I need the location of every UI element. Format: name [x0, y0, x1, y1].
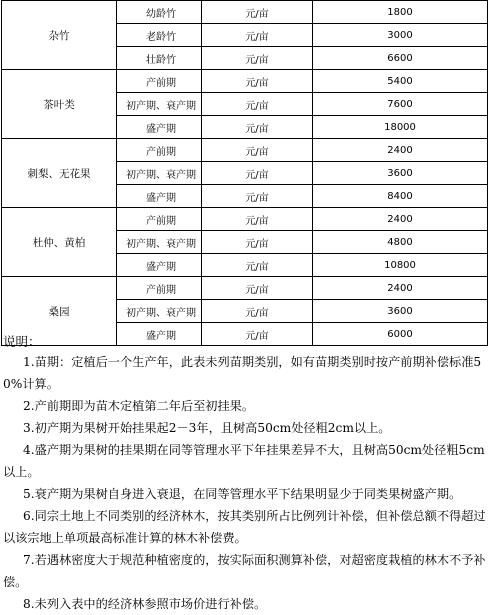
stage-cell: 盛产期 [117, 254, 202, 277]
value-cell: 3000 [313, 24, 488, 47]
value-cell: 3600 [313, 162, 488, 185]
note-item: 3.初产期为果树开始挂果起2－3年，且树高50cm处径粗2cm以上。 [23, 421, 391, 435]
stage-cell: 盛产期 [117, 116, 202, 139]
table-row [2, 139, 488, 162]
unit-cell: 元/亩 [202, 231, 313, 254]
stage-cell: 产前期 [117, 277, 202, 300]
note-item: 7.若遇林密度大于规范种植密度的，按实际面积测算补偿，对超密度栽植的林木不予补偿。 [3, 553, 486, 589]
note-item: 2.产前期即为苗木定植第二年后至初挂果。 [23, 399, 255, 413]
unit-cell: 元/亩 [202, 277, 313, 300]
category-cell: 茶叶类 [2, 70, 117, 139]
value-cell: 5400 [313, 70, 488, 93]
stage-cell: 壮龄竹 [117, 47, 202, 70]
value-cell: 1800 [313, 1, 488, 24]
stage-cell: 初产期、衰产期 [117, 162, 202, 185]
category-cell: 桑园 [2, 277, 117, 346]
unit-cell: 元/亩 [202, 162, 313, 185]
value-cell: 10800 [313, 254, 488, 277]
value-cell: 18000 [313, 116, 488, 139]
table-row [2, 1, 488, 24]
value-cell: 6000 [313, 323, 488, 346]
stage-cell: 初产期、衰产期 [117, 231, 202, 254]
value-cell: 2400 [313, 277, 488, 300]
table-row [2, 277, 488, 300]
note-item: 1.苗期：定植后一个生产年，此表未列苗期类别，如有苗期类别时按产前期补偿标准50%计算。 [3, 355, 482, 391]
notes-section [3, 333, 487, 615]
stage-cell: 老龄竹 [117, 24, 202, 47]
unit-cell: 元/亩 [202, 1, 313, 24]
notes-list [3, 351, 487, 615]
unit-cell: 元/亩 [202, 116, 313, 139]
note-item: 5.衰产期为果树自身进入衰退，在同等管理水平下结果明显少于同类果树盛产期。 [23, 487, 462, 501]
value-cell: 3600 [313, 300, 488, 323]
unit-cell: 元/亩 [202, 254, 313, 277]
unit-cell: 元/亩 [202, 185, 313, 208]
stage-cell: 产前期 [117, 70, 202, 93]
note-item: 8.未列入表中的经济林参照市场价进行补偿。 [23, 597, 267, 611]
unit-cell: 元/亩 [202, 47, 313, 70]
unit-cell: 元/亩 [202, 24, 313, 47]
stage-cell: 产前期 [117, 139, 202, 162]
unit-cell: 元/亩 [202, 300, 313, 323]
category-cell: 刺梨、无花果 [2, 139, 117, 208]
compensation-table-body [2, 1, 488, 346]
unit-cell: 元/亩 [202, 208, 313, 231]
value-cell: 4800 [313, 231, 488, 254]
stage-cell: 初产期、衰产期 [117, 93, 202, 116]
value-cell: 7600 [313, 93, 488, 116]
value-cell: 2400 [313, 208, 488, 231]
table-row [2, 70, 488, 93]
unit-cell: 元/亩 [202, 139, 313, 162]
category-cell: 杂竹 [2, 1, 117, 70]
stage-cell: 初产期、衰产期 [117, 300, 202, 323]
value-cell: 6600 [313, 47, 488, 70]
table-row [2, 208, 488, 231]
unit-cell: 元/亩 [202, 93, 313, 116]
stage-cell: 幼龄竹 [117, 1, 202, 24]
note-item: 4.盛产期为果树的挂果期在同等管理水平下年挂果差异不大，且树高50cm处径粗5cm以上。 [3, 443, 485, 479]
stage-cell: 盛产期 [117, 323, 202, 346]
stage-cell: 盛产期 [117, 185, 202, 208]
note-item: 6.同宗土地上不同类别的经济林木，按其类别所占比例列计补偿，但补偿总额不得超过以该宗地上单项最高标准计算的林木补偿费。 [3, 509, 486, 545]
unit-cell: 元/亩 [202, 323, 313, 346]
compensation-table [1, 0, 488, 346]
stage-cell: 产前期 [117, 208, 202, 231]
notes-title: 说明： [3, 334, 41, 349]
value-cell: 2400 [313, 139, 488, 162]
category-cell: 杜仲、黄柏 [2, 208, 117, 277]
unit-cell: 元/亩 [202, 70, 313, 93]
value-cell: 8400 [313, 185, 488, 208]
